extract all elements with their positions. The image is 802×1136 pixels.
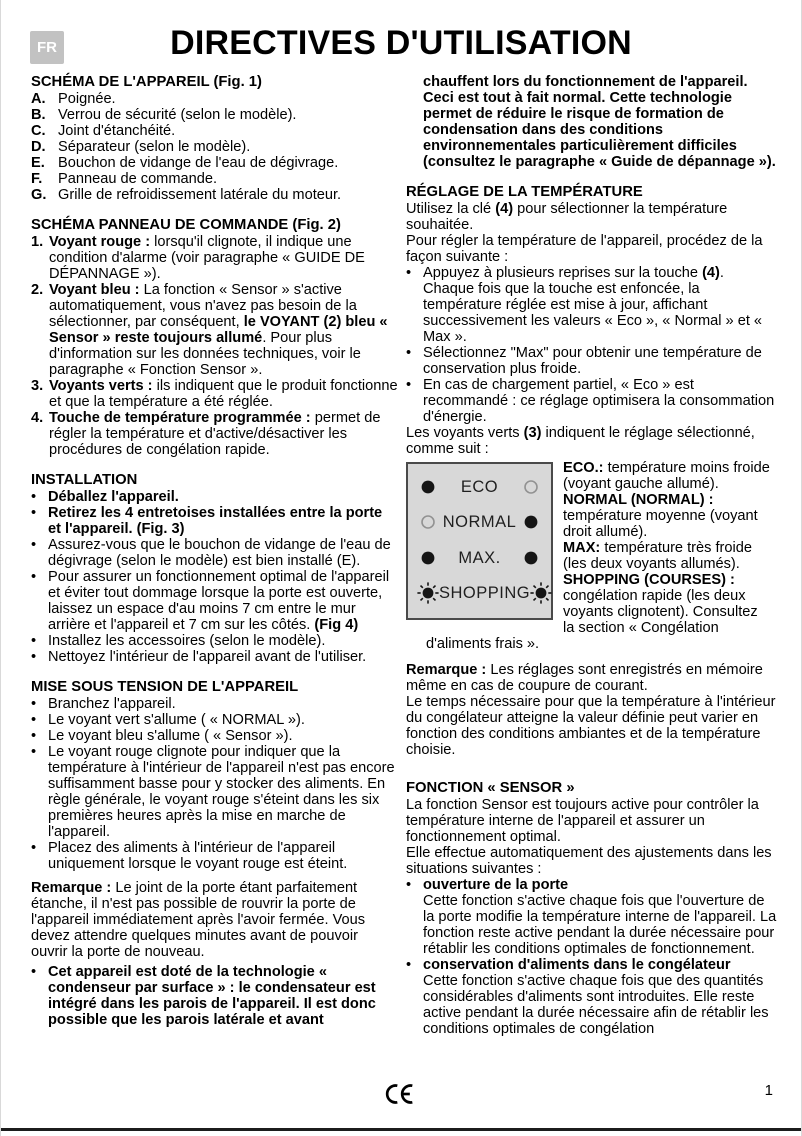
paragraph [31, 880, 398, 960]
text: Elle effectue automatiquement des ajustements dans les situations suivantes : [406, 845, 772, 877]
paragraph [406, 425, 779, 457]
panel-setting-label: ECO [460, 478, 499, 496]
text: La fonction Sensor est toujours active pour contrôler la température interne de l'appareil et assurer un fonctionnement optimal. [406, 797, 759, 845]
item-text: Poignée. [58, 91, 116, 107]
list-item [31, 505, 398, 537]
text: Le temps nécessaire pour que la température à l'intérieur du congélateur atteigne la valeur définie peut varier en fonction des conditions ambiantes et de la température choisie. [406, 694, 776, 758]
item-prefix: 2. [31, 282, 44, 298]
spacer [406, 652, 779, 662]
text: La fonction « Sensor » s'active automatiquement, vous n'avez pas besoin de la sélectionner, par conséquent, [49, 282, 357, 330]
list-item [406, 345, 779, 377]
left-column [31, 74, 398, 1037]
item-prefix: F. [31, 171, 43, 187]
text: congélation rapide (les deux voyants clignotent). Consultez [563, 588, 758, 620]
bold-text: NORMAL (NORMAL) : [563, 492, 714, 508]
spacer [31, 872, 398, 880]
text: Placez des aliments à l'intérieur de l'appareil uniquement lorsque le voyant rouge est éteint. [48, 840, 348, 872]
bold-text: (4) [495, 201, 514, 217]
item-prefix: 1. [31, 234, 44, 250]
item-text [48, 728, 398, 744]
item-prefix: D. [31, 139, 46, 155]
bullet-marker: • [31, 537, 37, 553]
led-on-icon [520, 511, 542, 533]
text: . Pour plus d'information sur les données techniques, voir le paragraphe « Fonction Sensor ». [49, 330, 361, 378]
list-item [31, 728, 398, 744]
led-blinking-icon [417, 582, 439, 604]
led-off-icon [520, 476, 542, 498]
bullet-marker: • [406, 957, 412, 973]
panel-setting-label: MAX. [458, 548, 501, 567]
list-item [31, 964, 398, 1028]
spacer [406, 758, 779, 780]
item-text [48, 633, 398, 649]
text: Utilisez la clé [406, 201, 496, 217]
section-heading: INSTALLATION [31, 472, 138, 488]
bold-text: Voyant bleu : [49, 282, 144, 298]
two-column-layout [31, 74, 779, 1037]
bold-text: Cet appareil est doté de la technologie « condenseur par surface » : le condensateur est intégré dans les parois de l'appareil. Il est donc possible que les parois latérale et avant [48, 964, 376, 1028]
list-item [31, 744, 398, 840]
spacer [31, 458, 398, 472]
text: Cette fonction s'active chaque fois que l'ouverture de la porte modifie la température interne de l'appareil. La fonction reste active pendant la durée nécessaire pour rétablir les conditions optimales de fonctionnement. [423, 893, 777, 957]
item-text [48, 537, 398, 569]
paragraph [406, 797, 779, 845]
text: Nettoyez l'intérieur de l'appareil avant de l'utiliser. [48, 649, 367, 665]
panel-row [417, 476, 542, 498]
list-item [31, 649, 398, 665]
item-text [423, 377, 779, 425]
item-text [48, 712, 398, 728]
bottom-rule [1, 1128, 801, 1131]
bold-text: chauffent lors du fonctionnement de l'appareil. Ceci est tout à fait normal. Cette technologie permet de réduire le risque de formation de condensation dans des conditions environnementales particulièrement difficiles (consultez le paragraphe « Guide de dépannage »). [423, 74, 776, 170]
item-prefix: 3. [31, 378, 44, 394]
list-item [31, 712, 398, 728]
panel-row [417, 511, 542, 533]
led-blinking-icon [530, 582, 552, 604]
bold-text: Déballez l'appareil. [48, 489, 179, 505]
item-text [48, 505, 398, 537]
item-text [423, 877, 779, 957]
control-panel-figure [406, 462, 553, 620]
item-text: Verrou de sécurité (selon le modèle). [58, 107, 297, 123]
section-heading: SCHÉMA PANNEAU DE COMMANDE (Fig. 2) [31, 217, 341, 233]
text: Appuyez à plusieurs reprises sur la touche [423, 265, 703, 281]
item-prefix: E. [31, 155, 45, 171]
list-item [31, 840, 398, 872]
bullet-marker: • [31, 712, 37, 728]
numbered-item [31, 378, 398, 410]
item-text [423, 957, 779, 1037]
item-text: Bouchon de vidange de l'eau de dégivrage. [58, 155, 339, 171]
section-heading: FONCTION « SENSOR » [406, 780, 575, 796]
item-text [48, 649, 398, 665]
language-badge: FR [30, 31, 64, 64]
bullet-marker: • [406, 877, 412, 893]
list-item [31, 569, 398, 633]
bold-text: (4) [702, 265, 720, 281]
text: Pour régler la température de l'appareil, procédez de la façon suivante : [406, 233, 763, 265]
item-prefix: 4. [31, 410, 44, 426]
text: Cette fonction s'active chaque fois que des quantités considérables d'aliments sont introduites. Elle reste active pendant la durée nécessaire afin de rétablir les conditions optimales de congélation [423, 973, 769, 1037]
numbered-item [31, 282, 398, 378]
bold-text: Retirez les 4 entretoises installées entre la porte et l'appareil. (Fig. 3) [48, 505, 383, 537]
item-text [48, 964, 398, 1028]
bullet-marker: • [406, 377, 412, 393]
bold-text: Remarque : [31, 880, 116, 896]
paragraph [406, 620, 779, 652]
bold-text: SHOPPING (COURSES) : [563, 572, 735, 588]
bullet-marker: • [31, 696, 37, 712]
text: lorsqu'il clignote, il indique une condition d'alarme (voir paragraphe « GUIDE DE DÉPANNAGE »). [49, 234, 365, 282]
text: température moyenne (voyant droit allumé). [563, 508, 758, 540]
paragraph [406, 845, 779, 877]
list-item [406, 265, 779, 345]
paragraph [406, 233, 779, 265]
bold-text: ECO.: [563, 460, 608, 476]
lettered-item [31, 123, 398, 139]
item-text [49, 410, 398, 458]
panel-setting-label: SHOPPING [439, 583, 531, 602]
item-text [48, 840, 398, 872]
item-text: Joint d'étanchéité. [58, 123, 176, 139]
text: la section « Congélation d'aliments frais ». [426, 620, 719, 652]
bullet-marker: • [31, 569, 37, 585]
text: Pour assurer un fonctionnement optimal de l'appareil et éviter tout dommage lorsque la porte est ouverte, laissez un espace d'au moins 7 cm entre le mur arrière et l'appareil et 7 cm sur les côtés. [48, 569, 390, 633]
ce-mark-icon [384, 1083, 414, 1109]
spacer [31, 203, 398, 217]
spacer [31, 665, 398, 679]
control-panel-section [406, 460, 779, 620]
bold-text: Remarque : [406, 662, 491, 678]
bold-text: Voyant rouge : [49, 234, 155, 250]
item-text [423, 265, 779, 345]
numbered-item [31, 234, 398, 282]
item-text [48, 696, 398, 712]
bullet-marker: • [31, 489, 37, 505]
bold-text: (Fig 4) [314, 617, 359, 633]
text: Les réglages sont enregistrés en mémoire même en cas de coupure de courant. [406, 662, 763, 694]
bullet-marker: • [31, 728, 37, 744]
text: (voyant gauche allumé). [563, 476, 719, 492]
paragraph [406, 74, 779, 170]
item-text [49, 378, 398, 410]
text: Assurez-vous que le bouchon de vidange de l'eau de dégivrage (selon le modèle) est bien installé (E). [48, 537, 391, 569]
list-item [406, 957, 779, 1037]
paragraph [406, 662, 779, 694]
item-text [48, 744, 398, 840]
list-item [406, 877, 779, 957]
item-text [49, 282, 398, 378]
led-off-icon [417, 511, 439, 533]
bold-text: Touche de température programmée : [49, 410, 315, 426]
list-item [31, 537, 398, 569]
bold-text: (3) [523, 425, 542, 441]
bold-text: le VOYANT (2) bleu « Sensor » reste toujours allumé [49, 314, 388, 346]
lettered-item [31, 139, 398, 155]
lettered-item [31, 187, 398, 203]
text: pour sélectionner la température souhaitée. [406, 201, 728, 233]
text: Les voyants verts [406, 425, 524, 441]
text: Le voyant bleu s'allume ( « Sensor »). [48, 728, 293, 744]
text: indiquent le réglage sélectionné, comme suit : [406, 425, 755, 457]
text: . Chaque fois que la touche est enfoncée, la température réglée est mise à jour, affichant successivement les valeurs « Eco », « Normal » et « Max ». [423, 265, 763, 345]
text: Branchez l'appareil. [48, 696, 176, 712]
bold-text: conservation d'aliments dans le congélateur [423, 957, 731, 973]
item-text [423, 345, 779, 377]
item-text: Grille de refroidissement latérale du moteur. [58, 187, 342, 203]
page-title: DIRECTIVES D'UTILISATION [170, 24, 632, 62]
item-prefix: C. [31, 123, 46, 139]
panel-row [417, 582, 542, 604]
item-prefix: B. [31, 107, 46, 123]
bullet-marker: • [31, 744, 37, 760]
paragraph [406, 694, 779, 758]
list-item [31, 696, 398, 712]
section-heading: RÉGLAGE DE LA TEMPÉRATURE [406, 184, 643, 200]
item-text [48, 569, 398, 633]
spacer [406, 170, 779, 184]
item-text: Panneau de commande. [58, 171, 218, 187]
item-text: Séparateur (selon le modèle). [58, 139, 251, 155]
list-item [31, 633, 398, 649]
text: Sélectionnez "Max" pour obtenir une température de conservation plus froide. [423, 345, 762, 377]
list-item [406, 377, 779, 425]
bullet-marker: • [31, 505, 37, 521]
lettered-item [31, 171, 398, 187]
section-heading: MISE SOUS TENSION DE L'APPAREIL [31, 679, 299, 695]
lettered-item [31, 107, 398, 123]
list-item [31, 489, 398, 505]
text: permet de régler la température et d'active/désactiver les procédures de congélation rapide. [49, 410, 381, 458]
bullet-marker: • [31, 840, 37, 856]
item-prefix: A. [31, 91, 46, 107]
panel-setting-label: NORMAL [442, 513, 517, 532]
led-on-icon [417, 547, 439, 569]
led-on-icon [417, 476, 439, 498]
item-text [49, 234, 398, 282]
led-on-icon [520, 547, 542, 569]
bullet-marker: • [31, 649, 37, 665]
bullet-marker: • [406, 345, 412, 361]
bullet-marker: • [31, 633, 37, 649]
page-number: 1 [764, 1082, 773, 1099]
text: En cas de chargement partiel, « Eco » est recommandé : ce réglage optimisera la consommation d'énergie. [423, 377, 775, 425]
lettered-item [31, 91, 398, 107]
lettered-item [31, 155, 398, 171]
text: Installez les accessoires (selon le modèle). [48, 633, 326, 649]
bullet-marker: • [31, 964, 37, 980]
text: Le joint de la porte étant parfaitement étanche, il n'est pas possible de rouvrir la porte de l'appareil immédiatement après l'avoir fermée. Vous devez attendre quelques minutes avant de pouvoir ouvrir la porte de nouveau. [31, 880, 366, 960]
right-column [406, 74, 779, 1037]
paragraph [406, 201, 779, 233]
bold-text: MAX: [563, 540, 605, 556]
text: Le voyant vert s'allume ( « NORMAL »). [48, 712, 305, 728]
panel-row [417, 547, 542, 569]
section-heading: SCHÉMA DE L'APPAREIL (Fig. 1) [31, 74, 262, 90]
bold-text: Voyants verts : [49, 378, 157, 394]
bold-text: ouverture de la porte [423, 877, 569, 893]
numbered-item [31, 410, 398, 458]
item-prefix: G. [31, 187, 47, 203]
item-text [48, 489, 398, 505]
text: température moins froide [607, 460, 770, 476]
text: Le voyant rouge clignote pour indiquer que la température à l'intérieur de l'appareil n'est pas encore suffisamment basse pour y stocker des aliments. En règle générale, le voyant rouge s'éteint dans les six premières heures après la mise en marche de l'appareil. [48, 744, 395, 840]
text: température très froide (les deux voyants allumés). [563, 540, 752, 572]
text: ils indiquent que le produit fonctionne et que la température a été réglée. [49, 378, 398, 410]
bullet-marker: • [406, 265, 412, 281]
